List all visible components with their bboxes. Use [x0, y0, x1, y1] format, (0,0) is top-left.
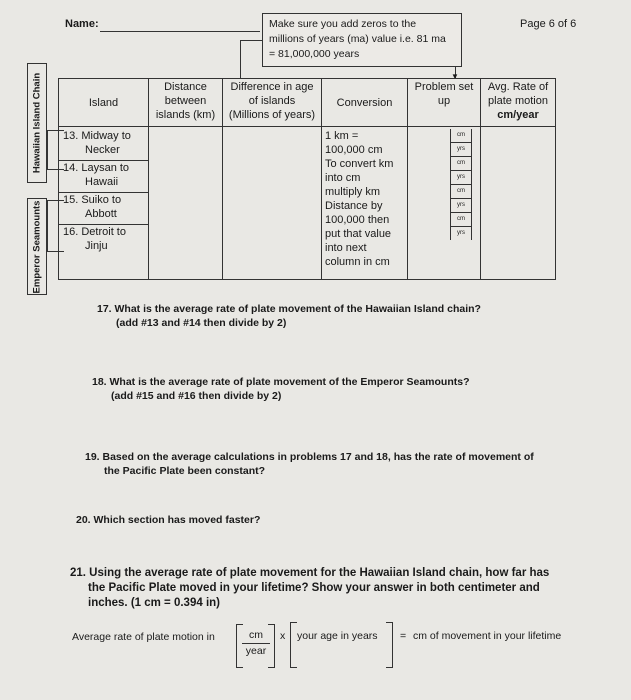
table-row [59, 129, 148, 161]
table-row [59, 193, 148, 225]
header-distance-line: between [164, 95, 207, 107]
note-arrow-left-line [240, 40, 241, 78]
hawaiian-chain-label-box [27, 63, 47, 183]
fraction-denominator: year [245, 645, 267, 657]
question-21-text: the Pacific Plate moved in your lifetime? Show your answer in both centimeter and [88, 582, 540, 594]
conversion-line: multiply km [325, 186, 381, 198]
times-sign: x [280, 630, 286, 642]
formula-result: cm of movement in your lifetime [413, 630, 562, 642]
question-18-text: 18. What is the average rate of plate movement of the Emperor Seamounts? [92, 376, 470, 388]
row-label: Necker [85, 144, 120, 156]
unit-label: yrs [451, 199, 471, 213]
emperor-seamounts-label: Emperor Seamounts [31, 200, 43, 293]
header-rate-line: cm/year [497, 109, 539, 121]
unit-label: cm [451, 129, 471, 143]
question-21-text: 21. Using the average rate of plate movement for the Hawaiian Island chain, how far has [70, 567, 550, 579]
header-island: Island [59, 79, 149, 127]
island-labels-cell [59, 127, 149, 280]
distance-input-cell[interactable] [149, 127, 223, 280]
conversion-line: To convert km [325, 158, 394, 170]
question-20: 20. Which section has moved faster? [76, 514, 261, 526]
conversion-line: into next [325, 242, 367, 254]
row-label: Hawaii [85, 176, 119, 188]
rate-input-cell[interactable] [481, 127, 556, 280]
arrow-down-icon: ▼ [451, 72, 459, 81]
row-label: 13. Midway to [63, 130, 131, 142]
header-rate [481, 79, 556, 127]
answer-19-area[interactable] [85, 482, 585, 510]
note-arrow-left-connector [240, 40, 262, 41]
row-label: Jinju [85, 240, 108, 252]
header-distance-line: Distance [164, 81, 207, 93]
bracket-right [268, 624, 275, 668]
age-label: your age in years [297, 630, 378, 642]
zeros-note-box [262, 13, 462, 67]
header-distance-line: islands (km) [155, 109, 216, 121]
equals-sign: = [400, 630, 407, 642]
conversion-line: 100,000 then [325, 214, 390, 226]
conversion-line: into cm [325, 172, 361, 184]
question-19-text: the Pacific Plate been constant? [104, 465, 266, 477]
conversion-line: put that value [325, 228, 392, 240]
table-row [59, 161, 148, 193]
question-17-hint: (add #13 and #14 then divide by 2) [116, 317, 287, 329]
question-17 [97, 302, 481, 330]
answer-17-area[interactable] [97, 332, 597, 372]
conversion-line: 1 km = [325, 130, 359, 142]
answer-20-area[interactable] [76, 529, 576, 559]
conversion-cell [322, 127, 408, 280]
question-19 [85, 450, 534, 478]
formula-lead: Average rate of plate motion in [72, 631, 215, 643]
answer-18-area[interactable] [92, 405, 592, 445]
header-conversion: Conversion [322, 79, 408, 127]
unit-label: yrs [457, 230, 465, 236]
name-blank-line[interactable] [100, 31, 260, 32]
conversion-line: Distance by [325, 200, 383, 212]
unit-label: yrs [451, 143, 471, 157]
row-label: 15. Suiko to [63, 194, 122, 206]
difference-input-cell[interactable] [223, 127, 322, 280]
row-label: Abbott [85, 208, 117, 220]
header-rate-line: plate motion [488, 95, 548, 107]
question-19-text: 19. Based on the average calculations in problems 17 and 18, has the rate of movement of [85, 451, 534, 463]
unit-label: cm [451, 157, 471, 171]
header-difference-line: (Millions of years) [228, 109, 316, 121]
header-difference-line: of islands [248, 95, 296, 107]
row-label: 16. Detroit to [63, 226, 126, 238]
table-row [63, 225, 144, 275]
header-distance [149, 79, 223, 127]
problem-setup-cell[interactable] [408, 127, 481, 280]
header-difference-line: Difference in age [230, 81, 314, 93]
header-problem-line: Problem set [414, 81, 474, 93]
note-line: millions of years (ma) value i.e. 81 ma [269, 33, 446, 45]
fraction-numerator: cm [242, 628, 270, 644]
fraction-cm-year [242, 628, 270, 659]
question-17-text: 17. What is the average rate of plate movement of the Hawaiian Island chain? [97, 303, 481, 315]
hawaiian-chain-label: Hawaiian Island Chain [31, 72, 43, 174]
question-18 [92, 375, 470, 403]
plate-motion-table [58, 78, 556, 280]
unit-label: cm [451, 185, 471, 199]
emperor-seamounts-label-box [27, 198, 47, 295]
bracket-right [386, 622, 393, 668]
row-label: 14. Laysan to [63, 162, 130, 174]
header-problem [408, 79, 481, 127]
header-rate-line: Avg. Rate of [487, 81, 549, 93]
note-line: Make sure you add zeros to the [269, 18, 417, 30]
header-problem-line: up [437, 95, 451, 107]
unit-label: yrs [451, 171, 471, 185]
conversion-line: 100,000 cm [325, 144, 383, 156]
question-21-text: inches. (1 cm = 0.394 in) [88, 597, 220, 609]
note-line: = 81,000,000 years [269, 48, 360, 60]
conversion-line: column in cm [325, 256, 390, 268]
page-number: Page 6 of 6 [520, 18, 577, 30]
name-label: Name: [65, 18, 99, 30]
bracket-left [290, 622, 297, 668]
header-difference [223, 79, 322, 127]
question-18-hint: (add #15 and #16 then divide by 2) [111, 390, 282, 402]
unit-label: cm [451, 213, 471, 227]
question-21 [70, 566, 549, 611]
